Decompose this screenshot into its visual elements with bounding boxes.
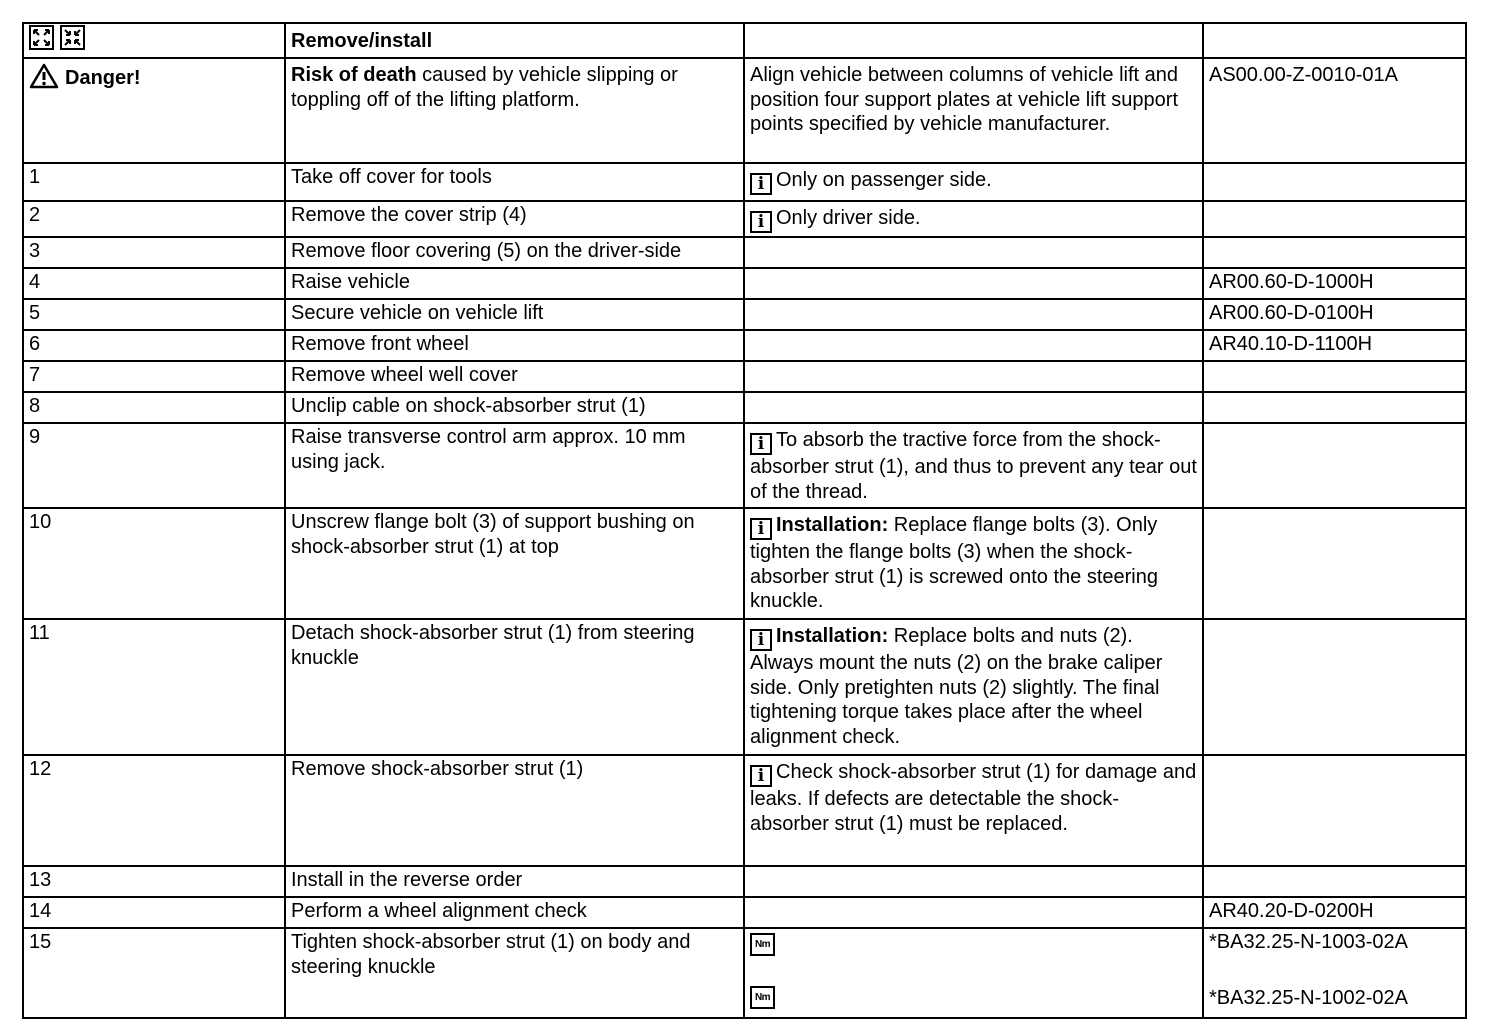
step-note xyxy=(744,361,1203,392)
danger-measure: Align vehicle between columns of vehicle lift and position four support plates at vehicle lift support points specified by vehicle manufacturer. xyxy=(744,58,1203,163)
step-ref[interactable] xyxy=(1203,423,1466,508)
step-number: 2 xyxy=(23,201,285,237)
info-icon: i xyxy=(750,433,772,455)
step-note xyxy=(744,866,1203,897)
step-text: Remove wheel well cover xyxy=(285,361,744,392)
table-row xyxy=(23,508,1466,619)
step-text: Raise vehicle xyxy=(285,268,744,299)
danger-row xyxy=(23,58,1466,163)
step-text: Perform a wheel alignment check xyxy=(285,897,744,928)
step-number: 15 xyxy=(23,928,285,1018)
table-row xyxy=(23,928,1466,1018)
info-icon: i xyxy=(750,211,772,233)
step-text: Install in the reverse order xyxy=(285,866,744,897)
header-title: Remove/install xyxy=(285,23,744,58)
danger-label: Danger! xyxy=(65,67,141,89)
step-note xyxy=(744,299,1203,330)
table-row xyxy=(23,201,1466,237)
step-ref[interactable] xyxy=(1203,508,1466,619)
step-note xyxy=(744,330,1203,361)
table-row xyxy=(23,866,1466,897)
step-ref[interactable] xyxy=(1203,619,1466,755)
info-icon: i xyxy=(750,765,772,787)
step-number: 1 xyxy=(23,163,285,201)
step-note xyxy=(744,619,1203,755)
table-row xyxy=(23,423,1466,508)
step-text: Tighten shock-absorber strut (1) on body and steering knuckle xyxy=(285,928,744,1018)
danger-risk-text: caused by vehicle slipping or toppling off of the lifting platform. xyxy=(291,64,678,111)
step-ref-cell xyxy=(1203,928,1466,1018)
header-row xyxy=(23,23,1466,58)
step-note-text: Replace bolts and nuts (2). Always mount the nuts (2) on the brake caliper side. Only pretighten nuts (2) slightly. The final tightening torque takes place after the wheel alignment check. xyxy=(750,625,1163,748)
step-note-text: Only on passenger side. xyxy=(776,169,992,191)
table-row xyxy=(23,897,1466,928)
step-number: 14 xyxy=(23,897,285,928)
table-row xyxy=(23,330,1466,361)
danger-label-cell xyxy=(23,58,285,163)
step-ref[interactable]: AR40.20-D-0200H xyxy=(1203,897,1466,928)
step-ref[interactable]: AR00.60-D-1000H xyxy=(1203,268,1466,299)
danger-risk-bold: Risk of death xyxy=(291,64,417,86)
step-ref[interactable] xyxy=(1203,201,1466,237)
step-text: Raise transverse control arm approx. 10 mm using jack. xyxy=(285,423,744,508)
info-icon: i xyxy=(750,173,772,195)
table-row xyxy=(23,392,1466,423)
step-number: 8 xyxy=(23,392,285,423)
step-text: Unclip cable on shock-absorber strut (1) xyxy=(285,392,744,423)
step-number: 6 xyxy=(23,330,285,361)
step-text: Unscrew flange bolt (3) of support bushing on shock-absorber strut (1) at top xyxy=(285,508,744,619)
step-note xyxy=(744,237,1203,268)
step-text: Remove floor covering (5) on the driver-side xyxy=(285,237,744,268)
step-ref[interactable]: *BA32.25-N-1002-02A xyxy=(1209,986,1409,1009)
step-ref[interactable] xyxy=(1203,392,1466,423)
header-empty-3 xyxy=(744,23,1203,58)
step-number: 13 xyxy=(23,866,285,897)
step-text: Secure vehicle on vehicle lift xyxy=(285,299,744,330)
step-ref[interactable] xyxy=(1203,866,1466,897)
table-row xyxy=(23,755,1466,866)
torque-nm-icon[interactable]: Nm xyxy=(750,986,775,1009)
header-icons-cell xyxy=(23,23,285,58)
step-note xyxy=(744,755,1203,866)
table-row xyxy=(23,361,1466,392)
collapse-arrows-icon[interactable] xyxy=(60,25,85,50)
step-number: 5 xyxy=(23,299,285,330)
table-row xyxy=(23,619,1466,755)
step-note xyxy=(744,897,1203,928)
step-note xyxy=(744,928,1203,1018)
step-number: 11 xyxy=(23,619,285,755)
table-row xyxy=(23,268,1466,299)
table-row xyxy=(23,163,1466,201)
danger-risk-cell xyxy=(285,58,744,163)
step-note-text: Replace flange bolts (3). Only tighten the flange bolts (3) when the shock-absorber strut (1) is screwed onto the steering knuckle. xyxy=(750,514,1158,612)
step-text: Remove front wheel xyxy=(285,330,744,361)
step-note xyxy=(744,163,1203,201)
step-note xyxy=(744,201,1203,237)
step-number: 3 xyxy=(23,237,285,268)
step-ref[interactable]: AR00.60-D-0100H xyxy=(1203,299,1466,330)
header-empty-4 xyxy=(1203,23,1466,58)
expand-arrows-icon[interactable] xyxy=(29,25,54,50)
torque-nm-icon[interactable]: Nm xyxy=(750,933,775,956)
step-note-text: Check shock-absorber strut (1) for damage and leaks. If defects are detectable the shock-absorber strut (1) must be replaced. xyxy=(750,761,1197,835)
step-text: Detach shock-absorber strut (1) from steering knuckle xyxy=(285,619,744,755)
step-text: Take off cover for tools xyxy=(285,163,744,201)
step-ref[interactable] xyxy=(1203,361,1466,392)
step-ref[interactable] xyxy=(1203,237,1466,268)
step-note-text: To absorb the tractive force from the shock-absorber strut (1), and thus to prevent any tear out of the thread. xyxy=(750,429,1197,503)
procedure-table xyxy=(22,22,1467,1019)
step-note-bold: Installation: xyxy=(776,625,889,647)
step-ref[interactable]: *BA32.25-N-1003-02A xyxy=(1209,931,1409,953)
table-row xyxy=(23,237,1466,268)
info-icon: i xyxy=(750,518,772,540)
step-ref[interactable] xyxy=(1203,163,1466,201)
step-note xyxy=(744,423,1203,508)
step-text: Remove the cover strip (4) xyxy=(285,201,744,237)
step-note-text: Only driver side. xyxy=(776,207,921,229)
step-ref[interactable]: AR40.10-D-1100H xyxy=(1203,330,1466,361)
step-text: Remove shock-absorber strut (1) xyxy=(285,755,744,866)
step-note xyxy=(744,268,1203,299)
step-note xyxy=(744,392,1203,423)
step-note-bold: Installation: xyxy=(776,514,889,536)
danger-ref[interactable]: AS00.00-Z-0010-01A xyxy=(1203,58,1466,163)
step-number: 9 xyxy=(23,423,285,508)
step-note xyxy=(744,508,1203,619)
info-icon: i xyxy=(750,629,772,651)
step-number: 4 xyxy=(23,268,285,299)
warning-triangle-icon xyxy=(29,63,59,89)
table-row xyxy=(23,299,1466,330)
step-number: 10 xyxy=(23,508,285,619)
step-ref[interactable] xyxy=(1203,755,1466,866)
step-number: 7 xyxy=(23,361,285,392)
step-number: 12 xyxy=(23,755,285,866)
